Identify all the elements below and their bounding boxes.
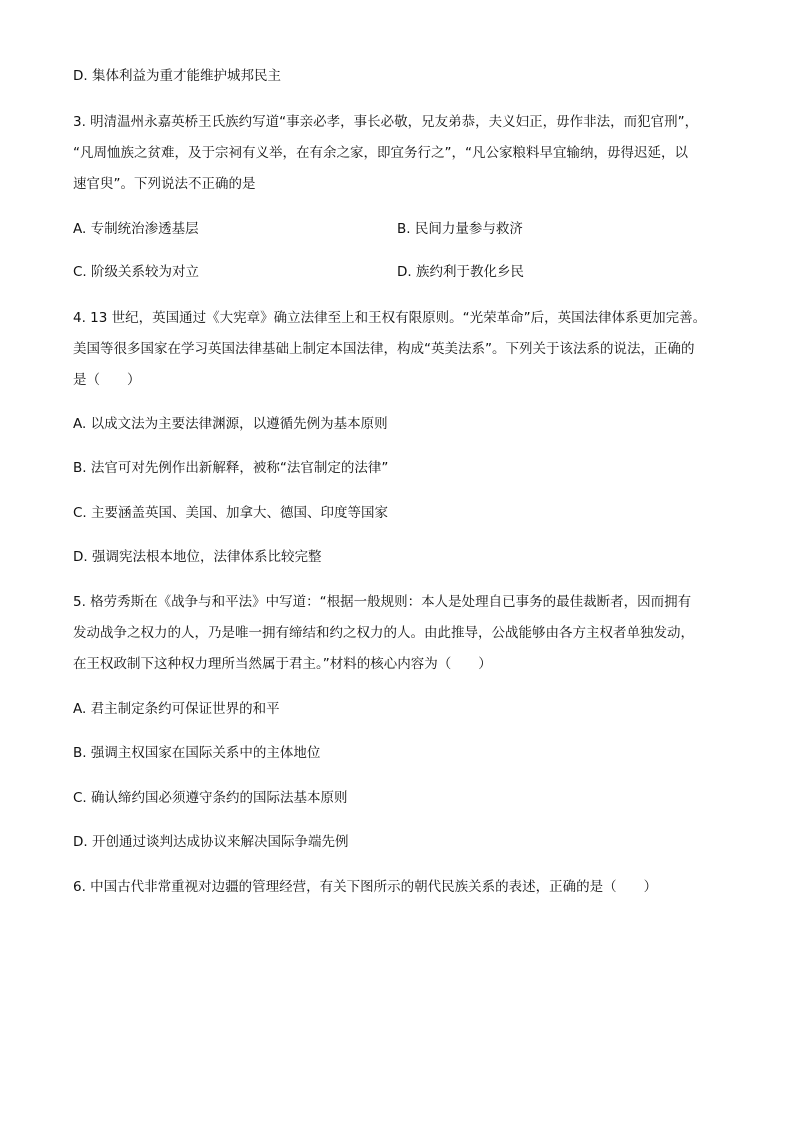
q5-option-a: A. 君主制定条约可保证世界的和平	[73, 701, 280, 717]
q3-option-b: B. 民间力量参与救济	[397, 221, 523, 237]
q2-option-d: D. 集体利益为重才能维护城邦民主	[73, 68, 281, 84]
q4-stem-line-1: 4. 13 世纪，英国通过《大宪章》确立法律至上和王权有限原则。“光荣革命”后，英国法律体系更加完善。	[73, 310, 707, 326]
q4-option-d: D. 强调宪法根本地位，法律体系比较完整	[73, 549, 322, 565]
q3-option-a: A. 专制统治渗透基层	[73, 221, 199, 237]
q4-option-a: A. 以成文法为主要法律渊源，以遵循先例为基本原则	[73, 416, 388, 432]
q5-option-d: D. 开创通过谈判达成协议来解决国际争端先例	[73, 834, 349, 850]
q3-stem-line-1: 3. 明清温州永嘉英桥王氏族约写道“事亲必孝，事长必敬，兄友弟恭，夫义妇正，毋作非法，而犯官刑”，	[73, 114, 699, 130]
q3-stem-line-2: “凡周恤族之贫难，及于宗祠有义举，在有余之家，即宜务行之”，“凡公家粮料早宜输纳，毋得迟延，以	[73, 145, 688, 161]
q3-option-d: D. 族约利于教化乡民	[397, 264, 524, 280]
q4-option-c: C. 主要涵盖英国、美国、加拿大、德国、印度等国家	[73, 505, 389, 521]
q5-option-b: B. 强调主权国家在国际关系中的主体地位	[73, 745, 321, 761]
q4-option-b: B. 法官可对先例作出新解释，被称“法官制定的法律”	[73, 460, 389, 476]
q5-option-c: C. 确认缔约国必须遵守条约的国际法基本原则	[73, 790, 348, 806]
q4-stem-line-2: 美国等很多国家在学习英国法律基础上制定本国法律，构成“英美法系”。下列关于该法系的说法，正确的	[73, 341, 695, 357]
q6-stem-line-1: 6. 中国古代非常重视对边疆的管理经营，有关下图所示的朝代民族关系的表述，正确的是（ ）	[73, 879, 658, 895]
q5-stem-line-1: 5. 格劳秀斯在《战争与和平法》中写道：“根据一般规则：本人是处理自已事务的最佳裁断者，因而拥有	[73, 594, 692, 610]
q5-stem-line-2: 发动战争之权力的人，乃是唯一拥有缔结和约之权力的人。由此推导，公战能够由各方主权者单独发动，	[73, 625, 694, 641]
q3-stem-line-3: 速官臾”。下列说法不正确的是	[73, 176, 256, 192]
q5-stem-line-3: 在王权政制下这种权力理所当然属于君主。”材料的核心内容为（ ）	[73, 656, 492, 672]
q4-stem-line-3: 是（ ）	[73, 372, 141, 388]
q3-option-c: C. 阶级关系较为对立	[73, 264, 200, 280]
